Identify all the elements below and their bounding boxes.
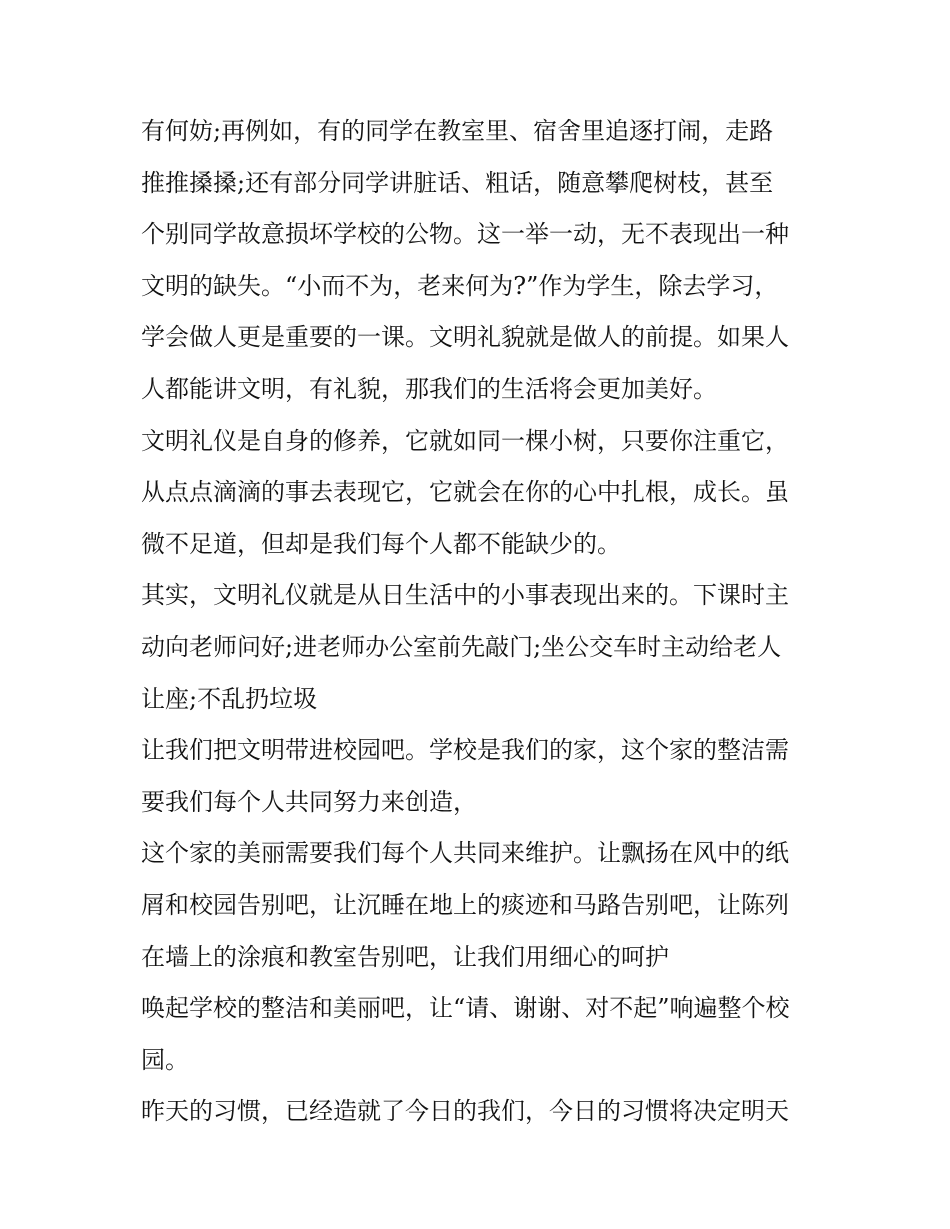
text-line: 文明礼仪是自身的修养，它就如同一棵小树，只要你注重它， (141, 426, 789, 455)
text-line: 学会做人更是重要的一课。文明礼貌就是做人的前提。如果人 (141, 323, 789, 352)
text-line: 从点点滴滴的事去表现它，它就会在你的心中扎根，成长。虽 (141, 478, 789, 507)
text-line: 唤起学校的整洁和美丽吧，让“请、谢谢、对不起”响遍整个校 (141, 994, 790, 1023)
text-line: 昨天的习惯，已经造就了今日的我们，今日的习惯将决定明天 (141, 1097, 789, 1126)
text-line: 个别同学故意损坏学校的公物。这一举一动，无不表现出一种 (141, 220, 789, 249)
text-line: 让座;不乱扔垃圾 (141, 684, 318, 713)
text-line: 人都能讲文明，有礼貌，那我们的生活将会更加美好。 (141, 374, 717, 403)
text-line: 让我们把文明带进校园吧。学校是我们的家，这个家的整洁需 (141, 736, 789, 765)
document-body (141, 106, 821, 1138)
text-line: 要我们每个人共同努力来创造， (141, 787, 477, 816)
text-line: 在墙上的涂痕和教室告别吧，让我们用细心的呵护 (141, 942, 669, 971)
text-line: 有何妨;再例如，有的同学在教室里、宿舍里追逐打闹，走路 (141, 117, 774, 145)
text-line: 屑和校园告别吧，让沉睡在地上的痰迹和马路告别吧，让陈列 (141, 890, 789, 919)
text-line: 推推搡搡;还有部分同学讲脏话、粗话，随意攀爬树枝，甚至 (141, 168, 774, 197)
text-line: 微不足道，但却是我们每个人都不能缺少的。 (141, 529, 621, 558)
text-line: 其实，文明礼仪就是从日生活中的小事表现出来的。下课时主 (141, 581, 789, 610)
text-line: 文明的缺失。“小而不为，老来何为?”作为学生，除去学习， (141, 271, 779, 300)
text-line: 这个家的美丽需要我们每个人共同来维护。让飘扬在风中的纸 (141, 839, 789, 868)
text-line: 动向老师问好;进老师办公室前先敲门;坐公交车时主动给老人 (141, 632, 782, 661)
text-line: 园。 (141, 1045, 189, 1074)
